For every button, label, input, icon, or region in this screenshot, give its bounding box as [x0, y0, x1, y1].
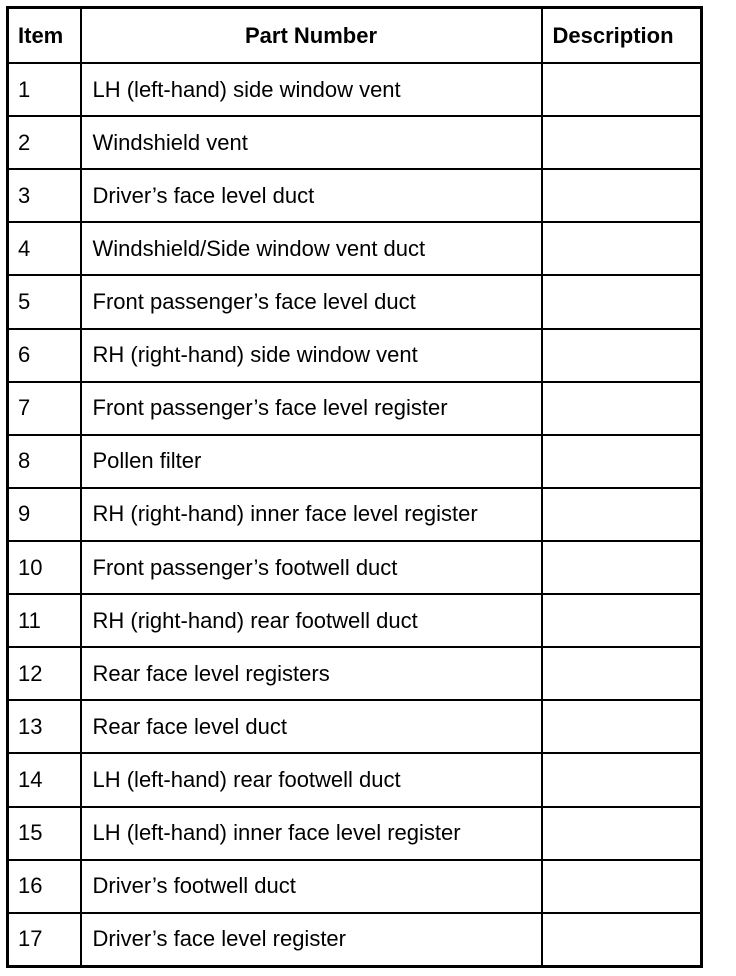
part-name-cell: RH (right-hand) rear footwell duct: [81, 594, 542, 647]
description-cell: [542, 169, 702, 222]
item-number-cell: 8: [8, 435, 81, 488]
item-number-cell: 16: [8, 860, 81, 913]
table-header: [8, 8, 702, 64]
table-row: [8, 329, 702, 382]
description-cell: [542, 647, 702, 700]
part-name-cell: Windshield/Side window vent duct: [81, 222, 542, 275]
part-name-cell: LH (left-hand) rear footwell duct: [81, 753, 542, 806]
table-row: [8, 488, 702, 541]
item-number-cell: 1: [8, 63, 81, 116]
item-number-cell: 14: [8, 753, 81, 806]
table-row: [8, 647, 702, 700]
part-name-cell: Windshield vent: [81, 116, 542, 169]
description-cell: [542, 860, 702, 913]
header-row: [8, 8, 702, 64]
item-number-cell: 6: [8, 329, 81, 382]
description-cell: [542, 382, 702, 435]
item-number-cell: 3: [8, 169, 81, 222]
item-number-cell: 12: [8, 647, 81, 700]
description-cell: [542, 435, 702, 488]
part-name-cell: Front passenger’s footwell duct: [81, 541, 542, 594]
description-cell: [542, 594, 702, 647]
description-cell: [542, 700, 702, 753]
item-number-cell: 7: [8, 382, 81, 435]
description-cell: [542, 116, 702, 169]
description-cell: [542, 913, 702, 967]
description-cell: [542, 488, 702, 541]
table-row: [8, 753, 702, 806]
part-name-cell: Rear face level duct: [81, 700, 542, 753]
description-cell: [542, 807, 702, 860]
item-number-cell: 9: [8, 488, 81, 541]
table-row: [8, 275, 702, 328]
item-number-cell: 4: [8, 222, 81, 275]
parts-table: [6, 6, 703, 968]
table-row: [8, 435, 702, 488]
header-part-number: Part Number: [81, 8, 542, 64]
table-row: [8, 807, 702, 860]
table-row: [8, 860, 702, 913]
item-number-cell: 11: [8, 594, 81, 647]
description-cell: [542, 541, 702, 594]
header-description: Description: [542, 8, 702, 64]
table-row: [8, 541, 702, 594]
item-number-cell: 17: [8, 913, 81, 967]
part-name-cell: Front passenger’s face level duct: [81, 275, 542, 328]
item-number-cell: 15: [8, 807, 81, 860]
table-row: [8, 700, 702, 753]
table-row: [8, 116, 702, 169]
description-cell: [542, 222, 702, 275]
part-name-cell: LH (left-hand) inner face level register: [81, 807, 542, 860]
description-cell: [542, 329, 702, 382]
part-name-cell: Driver’s footwell duct: [81, 860, 542, 913]
table-row: [8, 382, 702, 435]
part-name-cell: RH (right-hand) side window vent: [81, 329, 542, 382]
table-row: [8, 913, 702, 967]
item-number-cell: 5: [8, 275, 81, 328]
table-row: [8, 222, 702, 275]
part-name-cell: Pollen filter: [81, 435, 542, 488]
table-body: [8, 63, 702, 967]
part-name-cell: Driver’s face level duct: [81, 169, 542, 222]
part-name-cell: Driver’s face level register: [81, 913, 542, 967]
table-row: [8, 63, 702, 116]
part-name-cell: Rear face level registers: [81, 647, 542, 700]
item-number-cell: 2: [8, 116, 81, 169]
description-cell: [542, 753, 702, 806]
table-row: [8, 594, 702, 647]
header-item: Item: [8, 8, 81, 64]
part-name-cell: RH (right-hand) inner face level register: [81, 488, 542, 541]
description-cell: [542, 275, 702, 328]
item-number-cell: 10: [8, 541, 81, 594]
table-row: [8, 169, 702, 222]
part-name-cell: Front passenger’s face level register: [81, 382, 542, 435]
description-cell: [542, 63, 702, 116]
part-name-cell: LH (left-hand) side window vent: [81, 63, 542, 116]
item-number-cell: 13: [8, 700, 81, 753]
